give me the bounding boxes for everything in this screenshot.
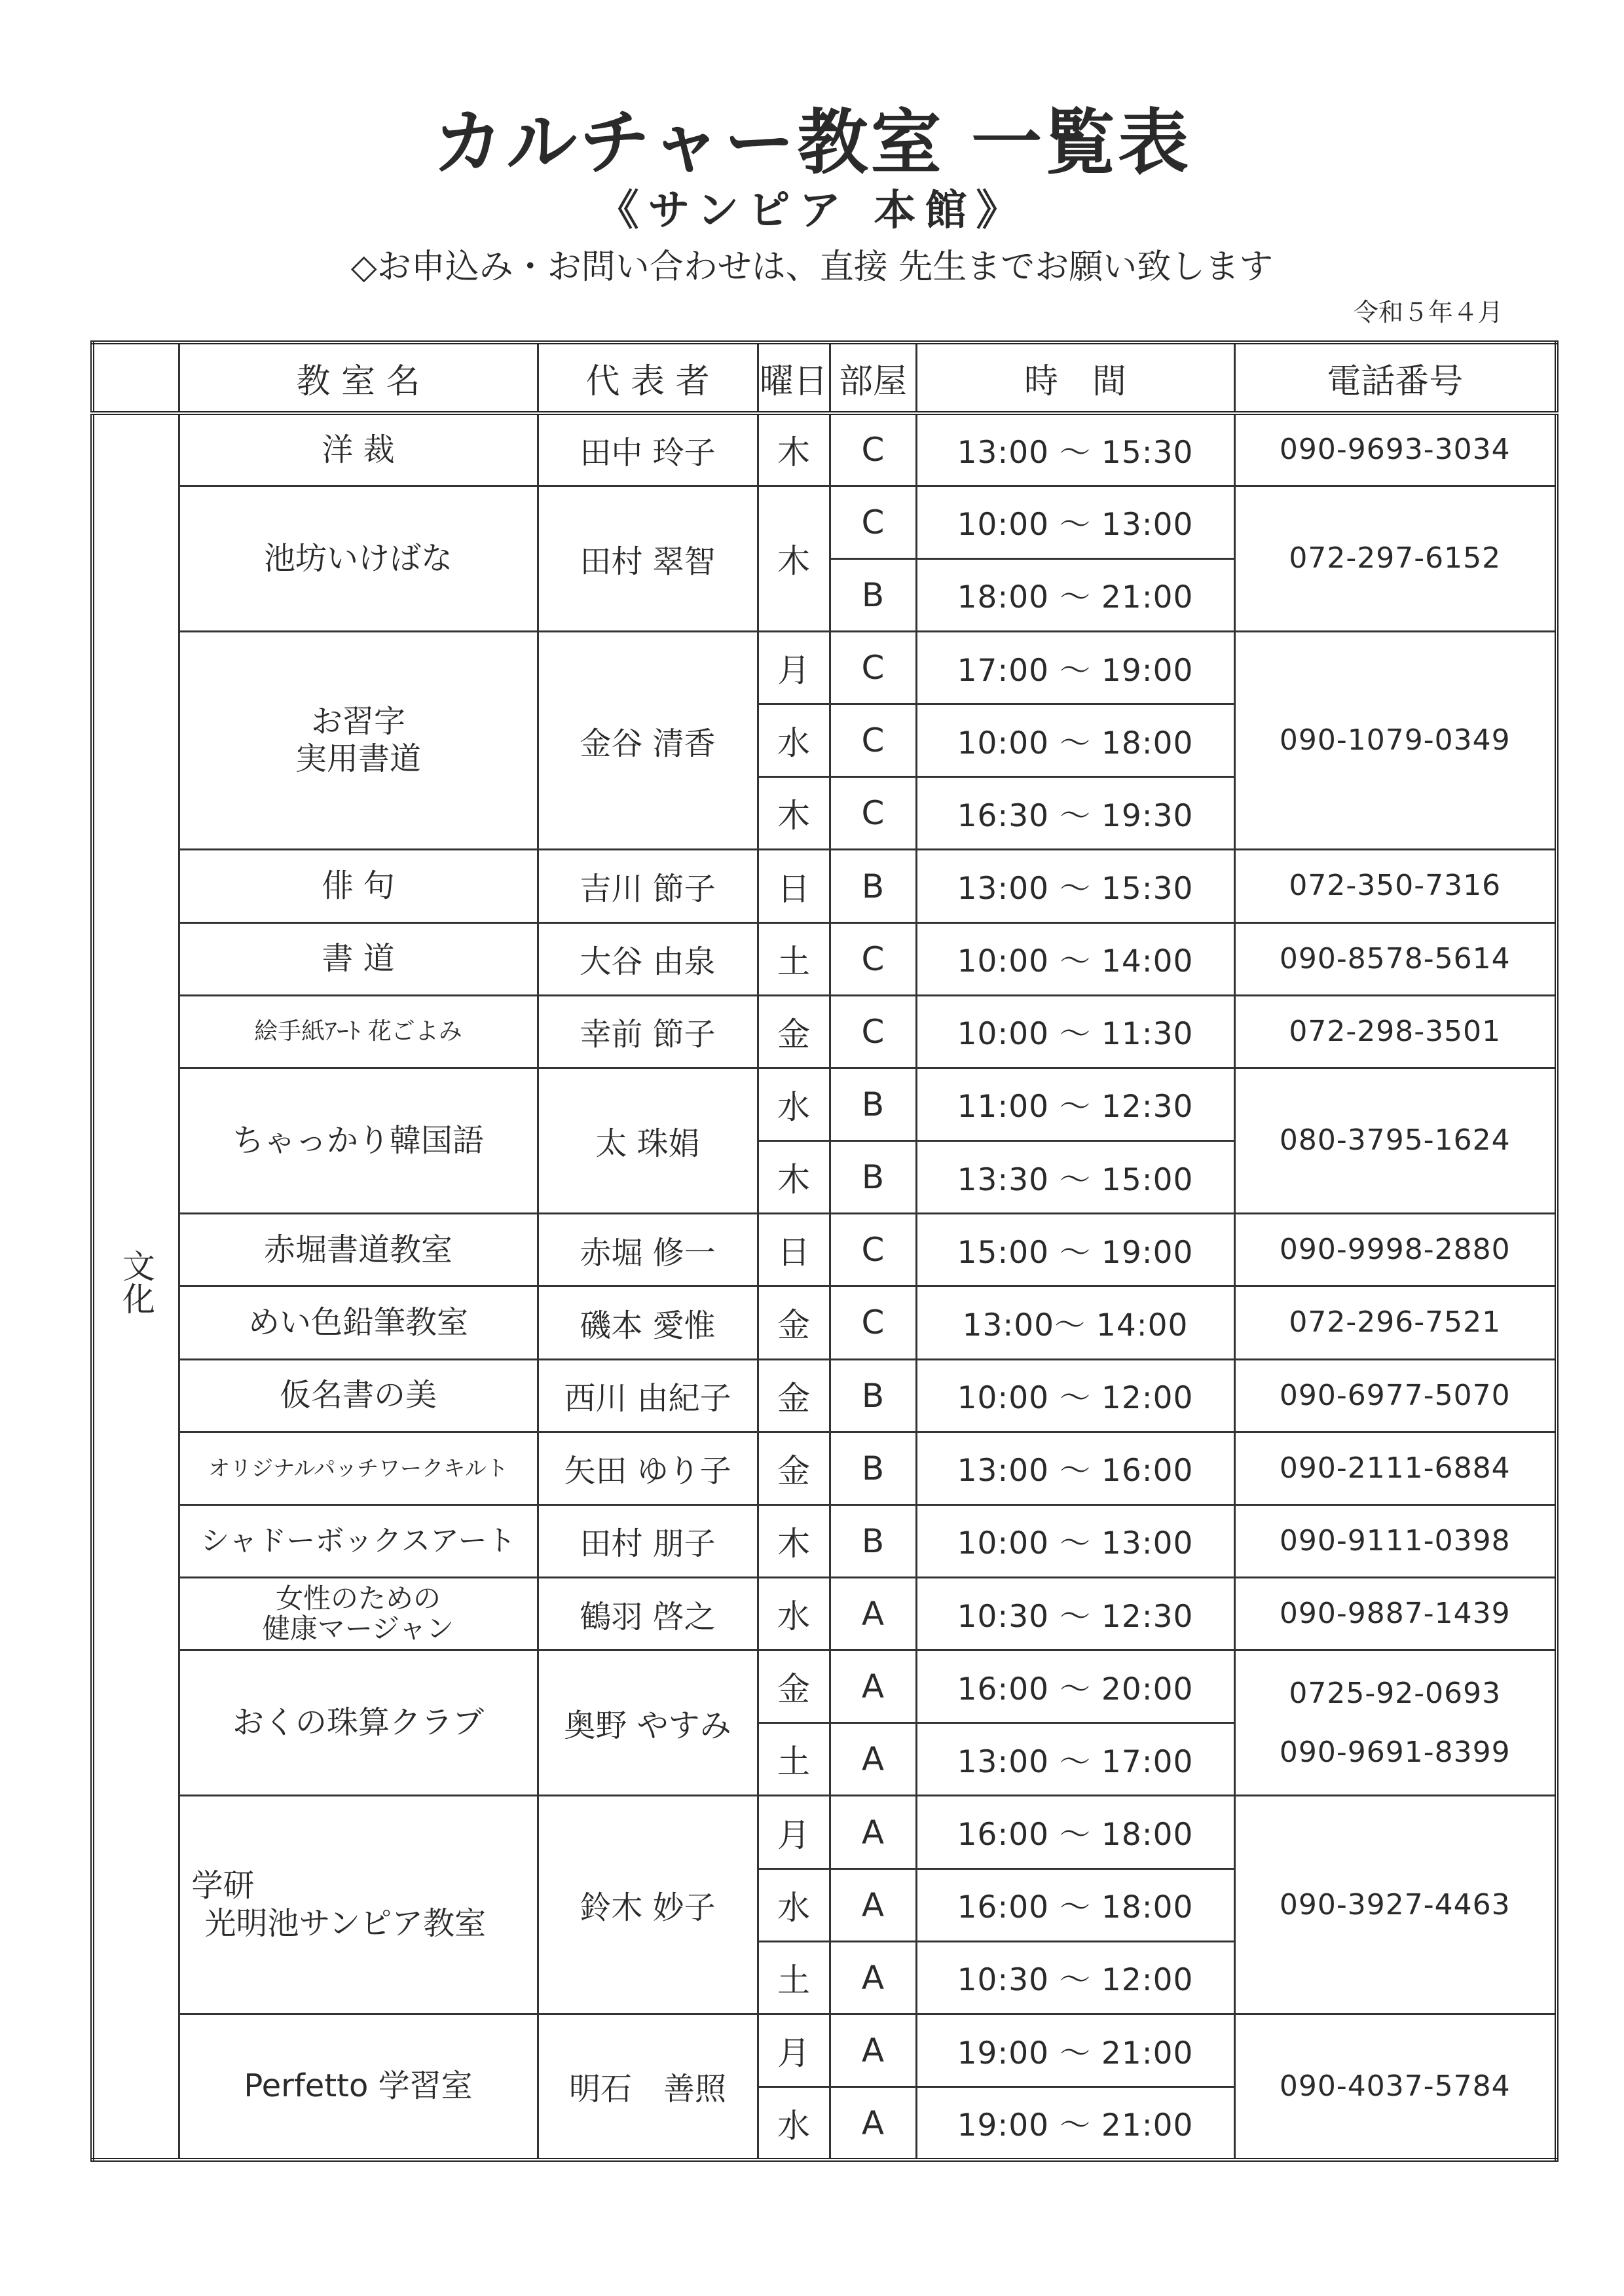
teacher-name: 磯本 愛惟 [538, 1286, 758, 1359]
table-row [92, 850, 1557, 922]
session-day: 水 [758, 1578, 830, 1650]
session-day: 月 [758, 631, 830, 704]
table-row [92, 995, 1557, 1068]
header-time: 時 間 [916, 342, 1234, 413]
session-day: 木 [758, 777, 830, 850]
session-room: A [830, 2087, 916, 2160]
session-room: C [830, 704, 916, 777]
session-day: 日 [758, 1214, 830, 1286]
classroom-name: 絵手紙ｱｰﾄ 花ごよみ [179, 995, 538, 1068]
phone-number: 090-1079-0349 [1234, 631, 1557, 849]
teacher-name: 田村 翠智 [538, 486, 758, 631]
issue-date: 令和５年４月 [1353, 298, 1503, 327]
phone-number: 072-350-7316 [1234, 850, 1557, 922]
category-cell [92, 413, 179, 2160]
table-row [92, 1068, 1557, 1140]
session-time: 10:30 ～ 12:00 [916, 1941, 1234, 2014]
session-room: B [830, 850, 916, 922]
session-room: C [830, 1286, 916, 1359]
session-time: 16:00 ～ 18:00 [916, 1796, 1234, 1868]
phone-number: 090-6977-5070 [1234, 1359, 1557, 1432]
classroom-name [179, 631, 538, 849]
classroom-name: ちゃっかり韓国語 [179, 1068, 538, 1213]
teacher-name: 吉川 節子 [538, 850, 758, 922]
session-day: 水 [758, 2087, 830, 2160]
session-day: 水 [758, 1068, 830, 1140]
session-day: 金 [758, 995, 830, 1068]
session-time: 13:00 ～ 15:30 [916, 413, 1234, 486]
phone-number: 080-3795-1624 [1234, 1068, 1557, 1213]
teacher-name: 太 珠娟 [538, 1068, 758, 1213]
session-time: 16:00 ～ 18:00 [916, 1868, 1234, 1941]
session-time: 13:00 ～ 16:00 [916, 1432, 1234, 1504]
session-time: 10:00 ～ 13:00 [916, 1504, 1234, 1577]
teacher-name: 西川 由紀子 [538, 1359, 758, 1432]
table-row [92, 1286, 1557, 1359]
table-row [92, 1650, 1557, 1723]
phone-number: 072-298-3501 [1234, 995, 1557, 1068]
session-room: A [830, 2014, 916, 2086]
session-room: C [830, 413, 916, 486]
session-day: 木 [758, 1141, 830, 1214]
table-row [92, 1432, 1557, 1504]
session-time: 10:00 ～ 13:00 [916, 486, 1234, 558]
session-day: 木 [758, 1504, 830, 1577]
table-row [92, 2014, 1557, 2086]
classroom-name: Perfetto 学習室 [179, 2014, 538, 2160]
contact-notice: ◇お申込み・お問い合わせは、直接 先生までお願い致します [350, 247, 1274, 287]
session-room: C [830, 1214, 916, 1286]
session-time: 18:00 ～ 21:00 [916, 558, 1234, 631]
session-day: 金 [758, 1432, 830, 1504]
session-room: C [830, 922, 916, 995]
session-time: 10:00 ～ 12:00 [916, 1359, 1234, 1432]
phone-number: 090-8578-5614 [1234, 922, 1557, 995]
classroom-name: 仮名書の美 [179, 1359, 538, 1432]
session-room: A [830, 1796, 916, 1868]
table-row [92, 1359, 1557, 1432]
session-room: C [830, 995, 916, 1068]
table-row [92, 1504, 1557, 1577]
table-row [92, 1578, 1557, 1650]
phone-number: 090-9998-2880 [1234, 1214, 1557, 1286]
session-day: 金 [758, 1650, 830, 1723]
classroom-name: おくの珠算クラブ [179, 1650, 538, 1796]
phone-number: 072-296-7521 [1234, 1286, 1557, 1359]
classroom-name: オリジナルパッチワークキルト [179, 1432, 538, 1504]
session-day: 金 [758, 1286, 830, 1359]
session-day: 月 [758, 1796, 830, 1868]
session-day: 土 [758, 922, 830, 995]
session-room: A [830, 1868, 916, 1941]
session-time: 13:30 ～ 15:00 [916, 1141, 1234, 1214]
phone-number [1234, 1650, 1557, 1796]
header-room: 部屋 [830, 342, 916, 413]
session-day: 土 [758, 1941, 830, 2014]
session-time: 10:00 ～ 11:30 [916, 995, 1234, 1068]
classroom-name: 洋 裁 [179, 413, 538, 486]
classroom-name: 赤堀書道教室 [179, 1214, 538, 1286]
session-room: A [830, 1723, 916, 1796]
session-time: 13:00～ 14:00 [916, 1286, 1234, 1359]
teacher-name: 金谷 清香 [538, 631, 758, 849]
phone-number: 090-9111-0398 [1234, 1504, 1557, 1577]
session-day: 水 [758, 704, 830, 777]
session-room: B [830, 1432, 916, 1504]
table-row [92, 922, 1557, 995]
session-time: 15:00 ～ 19:00 [916, 1214, 1234, 1286]
session-room: C [830, 631, 916, 704]
teacher-name: 矢田 ゆり子 [538, 1432, 758, 1504]
teacher-name: 幸前 節子 [538, 995, 758, 1068]
session-room: B [830, 1504, 916, 1577]
session-room: B [830, 558, 916, 631]
teacher-name: 大谷 由泉 [538, 922, 758, 995]
session-time: 11:00 ～ 12:30 [916, 1068, 1234, 1140]
category-label: 文化 [117, 1248, 155, 1315]
session-day: 木 [758, 413, 830, 486]
teacher-name: 明石 善照 [538, 2014, 758, 2160]
phone-number: 090-9887-1439 [1234, 1578, 1557, 1650]
classroom-name-line: お習字 [310, 702, 405, 740]
page-subtitle: 《サンピア 本館》 [597, 187, 1027, 235]
session-room: C [830, 486, 916, 558]
teacher-name: 鶴羽 啓之 [538, 1578, 758, 1650]
teacher-name: 鈴木 妙子 [538, 1796, 758, 2014]
phone-number: 090-3927-4463 [1234, 1796, 1557, 2014]
header-teacher: 代 表 者 [538, 342, 758, 413]
table-row [92, 1214, 1557, 1286]
classroom-name [179, 1578, 538, 1650]
session-room: C [830, 777, 916, 850]
phone-number-line: 0725-92-0693 [1289, 1676, 1502, 1710]
classroom-name: めい色鉛筆教室 [179, 1286, 538, 1359]
phone-number: 072-297-6152 [1234, 486, 1557, 631]
phone-number-line: 090-9691-8399 [1279, 1735, 1511, 1769]
session-time: 10:00 ～ 14:00 [916, 922, 1234, 995]
session-day: 金 [758, 1359, 830, 1432]
table-row [92, 413, 1557, 486]
classroom-name: 俳 句 [179, 850, 538, 922]
session-room: B [830, 1141, 916, 1214]
session-room: A [830, 1578, 916, 1650]
session-time: 10:00 ～ 18:00 [916, 704, 1234, 777]
session-time: 17:00 ～ 19:00 [916, 631, 1234, 704]
session-room: B [830, 1068, 916, 1140]
session-time: 10:30 ～ 12:30 [916, 1578, 1234, 1650]
session-day: 土 [758, 1723, 830, 1796]
classroom-name-line: 健康マージャン [262, 1613, 454, 1645]
phone-number: 090-4037-5784 [1234, 2014, 1557, 2160]
table-header-row [92, 342, 1557, 413]
classroom-name [179, 1796, 538, 2014]
session-day: 月 [758, 2014, 830, 2086]
teacher-name: 赤堀 修一 [538, 1214, 758, 1286]
session-time: 19:00 ～ 21:00 [916, 2087, 1234, 2160]
session-room: A [830, 1650, 916, 1723]
classroom-name-line: 実用書道 [295, 740, 421, 778]
header-day: 曜日 [758, 342, 830, 413]
header-phone: 電話番号 [1234, 342, 1557, 413]
teacher-name: 奥野 やすみ [538, 1650, 758, 1796]
classroom-name: 池坊いけばな [179, 486, 538, 631]
session-day: 木 [758, 486, 830, 631]
table-row [92, 486, 1557, 558]
phone-number: 090-2111-6884 [1234, 1432, 1557, 1504]
session-time: 19:00 ～ 21:00 [916, 2014, 1234, 2086]
header-category [92, 342, 179, 413]
session-time: 13:00 ～ 17:00 [916, 1723, 1234, 1796]
phone-number: 090-9693-3034 [1234, 413, 1557, 486]
session-time: 13:00 ～ 15:30 [916, 850, 1234, 922]
session-day: 日 [758, 850, 830, 922]
session-room: B [830, 1359, 916, 1432]
session-time: 16:30 ～ 19:30 [916, 777, 1234, 850]
teacher-name: 田中 玲子 [538, 413, 758, 486]
session-time: 16:00 ～ 20:00 [916, 1650, 1234, 1723]
table-row [92, 1796, 1557, 1868]
classroom-name-line: 女性のための [275, 1582, 441, 1614]
session-room: A [830, 1941, 916, 2014]
header-classroom: 教 室 名 [179, 342, 538, 413]
session-day: 水 [758, 1868, 830, 1941]
teacher-name: 田村 朋子 [538, 1504, 758, 1577]
table-row [92, 631, 1557, 704]
classroom-name: シャドーボックスアート [179, 1504, 538, 1577]
page-title: カルチャー教室 一覧表 [432, 102, 1192, 184]
classroom-name: 書 道 [179, 922, 538, 995]
classroom-name-line: 学研 [191, 1867, 255, 1904]
class-table [90, 340, 1559, 2162]
classroom-name-line: 光明池サンピア教室 [204, 1904, 487, 1942]
